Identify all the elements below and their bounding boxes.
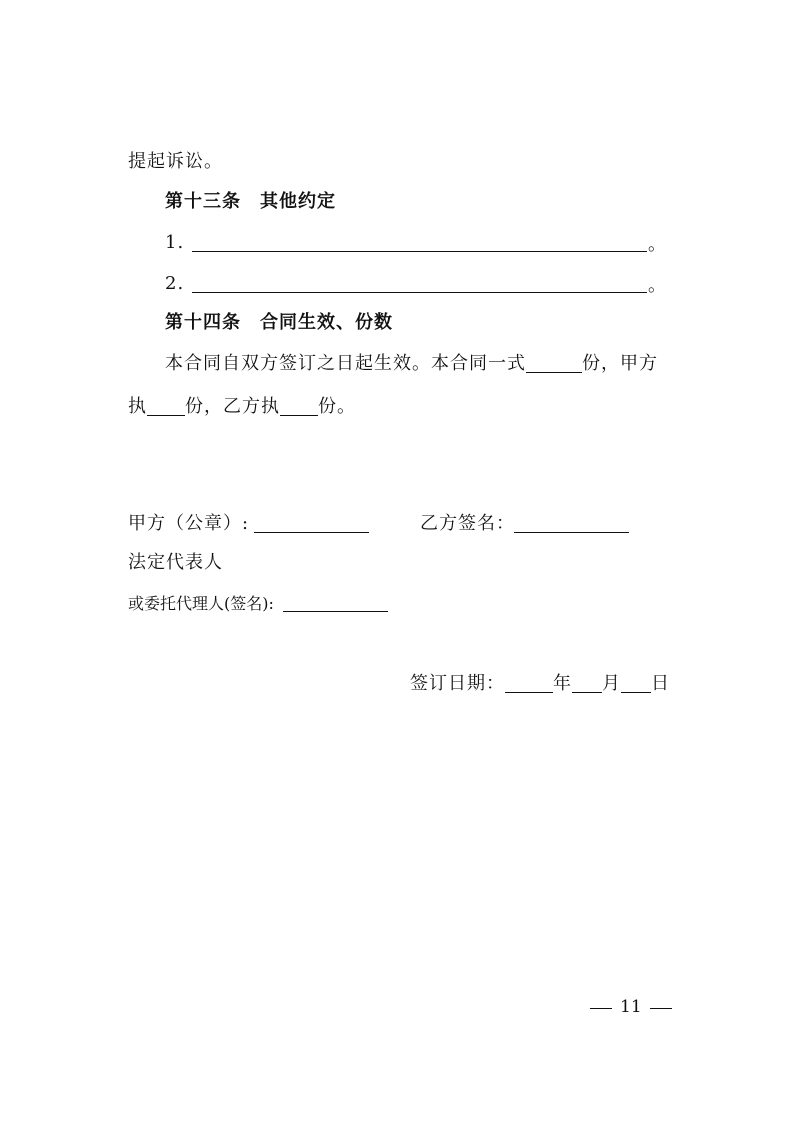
article-13-item-2-end: 。 [648, 275, 667, 296]
article-13-item-1-blank[interactable] [192, 251, 647, 252]
page-number: 11 [620, 997, 642, 1017]
article-14-line-2-text-b: 份，乙方执 [185, 396, 280, 417]
year-blank[interactable] [505, 674, 553, 693]
article-14-line-2-text-c: 份。 [318, 396, 356, 417]
page-number-left-dash [590, 1008, 612, 1009]
party-a-seal-blank[interactable] [254, 532, 369, 533]
article-13-item-1-number: 1. [165, 232, 185, 253]
month-blank[interactable] [572, 674, 602, 693]
article-14-line-2-text-a: 执 [128, 396, 147, 417]
agent-signature-blank[interactable] [283, 611, 388, 612]
article-13-item-1-end: 。 [648, 234, 667, 255]
article-14-line-2 [128, 395, 356, 419]
signing-date [410, 672, 670, 696]
copies-total-blank[interactable] [526, 354, 582, 373]
day-blank[interactable] [621, 674, 651, 693]
article-13-item-2-blank[interactable] [192, 292, 647, 293]
party-a-seal-label: 甲方（公章）: [128, 513, 250, 534]
signing-date-label: 签订日期： [410, 673, 505, 694]
party-b-copies-blank[interactable] [280, 397, 318, 416]
month-label: 月 [602, 673, 621, 694]
agent-signature-label: 或委托代理人(签名): [128, 594, 274, 613]
day-label: 日 [651, 673, 670, 694]
legal-representative-label: 法定代表人 [128, 552, 223, 573]
article-13-item-2-number: 2. [165, 273, 185, 294]
article-14-line-1-text-b: 份，甲方 [582, 353, 658, 374]
article-14-line-1 [165, 352, 658, 376]
party-b-signature-blank[interactable] [514, 532, 629, 533]
article-14-line-1-text-a: 本合同自双方签订之日起生效。本合同一式 [165, 353, 526, 374]
continuation-text: 提起诉讼。 [128, 151, 223, 172]
party-b-signature-label: 乙方签名： [420, 513, 515, 534]
article-14-heading: 第十四条 合同生效、份数 [165, 312, 393, 333]
article-13-heading: 第十三条 其他约定 [165, 191, 336, 212]
party-a-copies-blank[interactable] [147, 397, 185, 416]
page-number-right-dash [650, 1008, 672, 1009]
year-label: 年 [553, 673, 572, 694]
